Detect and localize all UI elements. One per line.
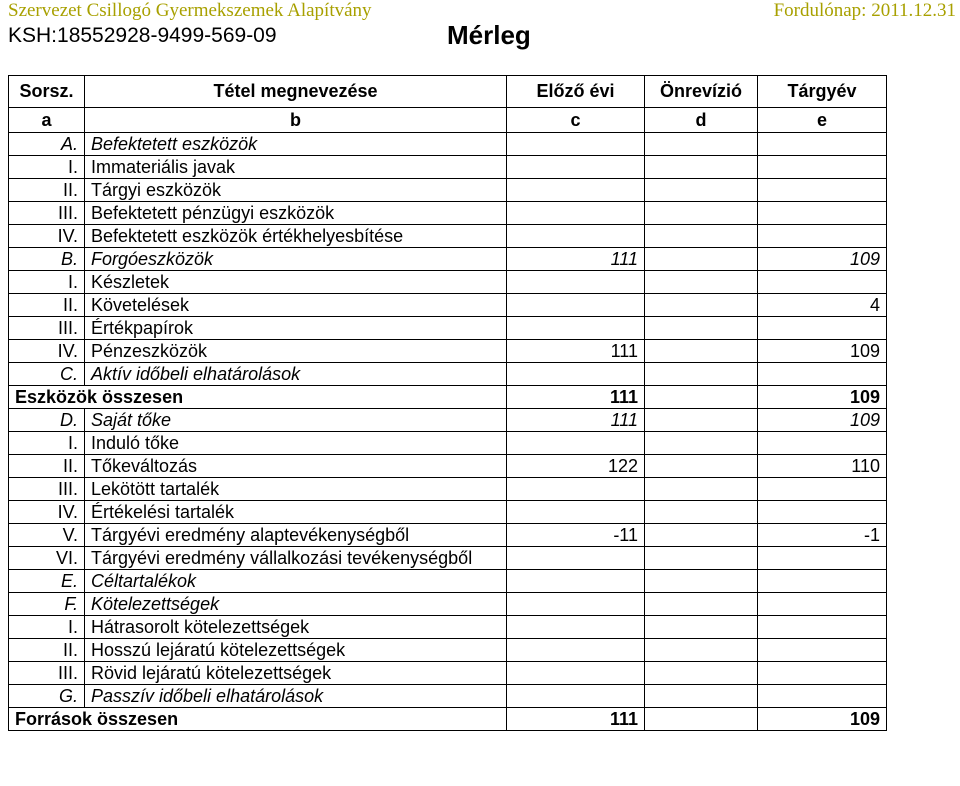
row-sorsz: III. — [9, 317, 85, 340]
row-current-year — [758, 662, 887, 685]
row-sorsz: II. — [9, 294, 85, 317]
row-name: Értékpapírok — [85, 317, 507, 340]
row-previous-year — [507, 501, 645, 524]
row-current-year — [758, 478, 887, 501]
row-name: Befektetett pénzügyi eszközök — [85, 202, 507, 225]
organization-name: Szervezet Csillogó Gyermekszemek Alapítvány — [8, 0, 372, 21]
row-current-year: 109 — [758, 248, 887, 271]
row-sorsz: II. — [9, 179, 85, 202]
table-row — [9, 179, 887, 202]
row-sorsz: D. — [9, 409, 85, 432]
row-current-year: 109 — [758, 409, 887, 432]
row-previous-year — [507, 685, 645, 708]
row-sorsz: II. — [9, 639, 85, 662]
row-previous-year — [507, 478, 645, 501]
table-row — [9, 662, 887, 685]
row-sorsz: III. — [9, 662, 85, 685]
row-name: Induló tőke — [85, 432, 507, 455]
table-row — [9, 225, 887, 248]
row-current-year: -1 — [758, 524, 887, 547]
row-current-year: 110 — [758, 455, 887, 478]
row-name: Immateriális javak — [85, 156, 507, 179]
row-self-revision — [645, 317, 758, 340]
row-name: Befektetett eszközök — [85, 133, 507, 156]
row-previous-year: 111 — [507, 248, 645, 271]
row-sorsz: F. — [9, 593, 85, 616]
column-header-self-revision: Önrevízió — [645, 76, 758, 108]
row-self-revision — [645, 524, 758, 547]
row-name: Aktív időbeli elhatárolások — [85, 363, 507, 386]
column-letter-d: d — [645, 108, 758, 133]
row-name: Tárgyévi eredmény alaptevékenységből — [85, 524, 507, 547]
table-row — [9, 432, 887, 455]
table-row — [9, 639, 887, 662]
row-current-year: 109 — [758, 708, 887, 731]
row-self-revision — [645, 432, 758, 455]
row-previous-year: 111 — [507, 386, 645, 409]
row-current-year — [758, 685, 887, 708]
row-current-year — [758, 317, 887, 340]
row-total-label: Források összesen — [9, 708, 507, 731]
row-previous-year — [507, 294, 645, 317]
row-previous-year — [507, 570, 645, 593]
row-sorsz: I. — [9, 432, 85, 455]
row-sorsz: V. — [9, 524, 85, 547]
row-self-revision — [645, 708, 758, 731]
table-row — [9, 478, 887, 501]
table-row — [9, 156, 887, 179]
column-letter-c: c — [507, 108, 645, 133]
row-previous-year — [507, 593, 645, 616]
row-name: Céltartalékok — [85, 570, 507, 593]
table-row — [9, 271, 887, 294]
table-header-row — [9, 76, 887, 108]
row-previous-year — [507, 432, 645, 455]
row-previous-year: 111 — [507, 409, 645, 432]
row-current-year — [758, 616, 887, 639]
row-self-revision — [645, 501, 758, 524]
row-current-year — [758, 225, 887, 248]
balance-sheet-table — [8, 75, 887, 731]
table-row — [9, 524, 887, 547]
row-name: Saját tőke — [85, 409, 507, 432]
row-self-revision — [645, 271, 758, 294]
ksh-number: KSH:18552928-9499-569-09 — [8, 24, 277, 47]
row-self-revision — [645, 685, 758, 708]
row-previous-year — [507, 179, 645, 202]
row-sorsz: VI. — [9, 547, 85, 570]
row-sorsz: C. — [9, 363, 85, 386]
table-row — [9, 340, 887, 363]
reporting-date: Fordulónap: 2011.12.31 — [773, 0, 956, 21]
row-name: Passzív időbeli elhatárolások — [85, 685, 507, 708]
row-self-revision — [645, 156, 758, 179]
column-letter-e: e — [758, 108, 887, 133]
row-previous-year: 111 — [507, 340, 645, 363]
table-row — [9, 455, 887, 478]
row-self-revision — [645, 225, 758, 248]
row-current-year — [758, 593, 887, 616]
row-previous-year — [507, 547, 645, 570]
column-header-name: Tétel megnevezése — [85, 76, 507, 108]
row-sorsz: IV. — [9, 340, 85, 363]
row-current-year — [758, 570, 887, 593]
row-previous-year: 111 — [507, 708, 645, 731]
row-self-revision — [645, 409, 758, 432]
row-previous-year — [507, 363, 645, 386]
row-name: Hosszú lejáratú kötelezettségek — [85, 639, 507, 662]
row-name: Tőkeváltozás — [85, 455, 507, 478]
row-self-revision — [645, 593, 758, 616]
row-self-revision — [645, 363, 758, 386]
table-row — [9, 501, 887, 524]
table-row — [9, 570, 887, 593]
table-row — [9, 593, 887, 616]
table-row — [9, 202, 887, 225]
row-name: Értékelési tartalék — [85, 501, 507, 524]
column-letter-row — [9, 108, 887, 133]
column-letter-a: a — [9, 108, 85, 133]
row-previous-year — [507, 202, 645, 225]
table-row — [9, 616, 887, 639]
row-current-year — [758, 363, 887, 386]
row-self-revision — [645, 662, 758, 685]
row-name: Készletek — [85, 271, 507, 294]
row-current-year — [758, 179, 887, 202]
row-previous-year — [507, 662, 645, 685]
row-current-year — [758, 639, 887, 662]
row-current-year — [758, 271, 887, 294]
row-current-year — [758, 432, 887, 455]
row-self-revision — [645, 179, 758, 202]
row-self-revision — [645, 386, 758, 409]
row-current-year — [758, 156, 887, 179]
column-header-current-year: Tárgyév — [758, 76, 887, 108]
row-name: Befektetett eszközök értékhelyesbítése — [85, 225, 507, 248]
row-self-revision — [645, 570, 758, 593]
row-name: Tárgyévi eredmény vállalkozási tevékenységből — [85, 547, 507, 570]
row-name: Forgóeszközök — [85, 248, 507, 271]
table-row — [9, 294, 887, 317]
row-current-year — [758, 501, 887, 524]
row-sorsz: G. — [9, 685, 85, 708]
row-current-year: 109 — [758, 386, 887, 409]
row-current-year — [758, 133, 887, 156]
row-self-revision — [645, 133, 758, 156]
row-sorsz: E. — [9, 570, 85, 593]
column-letter-b: b — [85, 108, 507, 133]
row-self-revision — [645, 547, 758, 570]
row-previous-year — [507, 271, 645, 294]
row-self-revision — [645, 478, 758, 501]
row-previous-year — [507, 317, 645, 340]
row-current-year: 109 — [758, 340, 887, 363]
row-sorsz: III. — [9, 202, 85, 225]
row-previous-year: -11 — [507, 524, 645, 547]
row-total-label: Eszközök összesen — [9, 386, 507, 409]
table-row — [9, 133, 887, 156]
column-header-sorsz: Sorsz. — [9, 76, 85, 108]
table-row — [9, 317, 887, 340]
table-row-total — [9, 386, 887, 409]
row-name: Tárgyi eszközök — [85, 179, 507, 202]
page-title: Mérleg — [447, 20, 531, 50]
row-self-revision — [645, 616, 758, 639]
row-self-revision — [645, 248, 758, 271]
row-sorsz: B. — [9, 248, 85, 271]
row-previous-year — [507, 616, 645, 639]
row-name: Pénzeszközök — [85, 340, 507, 363]
table-row-total — [9, 708, 887, 731]
row-sorsz: IV. — [9, 501, 85, 524]
row-previous-year — [507, 133, 645, 156]
row-previous-year — [507, 639, 645, 662]
row-sorsz: IV. — [9, 225, 85, 248]
row-current-year: 4 — [758, 294, 887, 317]
table-row — [9, 409, 887, 432]
row-name: Lekötött tartalék — [85, 478, 507, 501]
row-name: Hátrasorolt kötelezettségek — [85, 616, 507, 639]
row-previous-year: 122 — [507, 455, 645, 478]
table-row — [9, 248, 887, 271]
row-self-revision — [645, 340, 758, 363]
row-sorsz: A. — [9, 133, 85, 156]
row-previous-year — [507, 156, 645, 179]
row-sorsz: I. — [9, 271, 85, 294]
row-self-revision — [645, 639, 758, 662]
row-sorsz: I. — [9, 156, 85, 179]
row-current-year — [758, 202, 887, 225]
row-name: Követelések — [85, 294, 507, 317]
column-header-previous-year: Előző évi — [507, 76, 645, 108]
row-sorsz: I. — [9, 616, 85, 639]
row-current-year — [758, 547, 887, 570]
row-sorsz: II. — [9, 455, 85, 478]
row-self-revision — [645, 294, 758, 317]
row-sorsz: III. — [9, 478, 85, 501]
row-self-revision — [645, 455, 758, 478]
table-row — [9, 363, 887, 386]
row-self-revision — [645, 202, 758, 225]
row-previous-year — [507, 225, 645, 248]
row-name: Kötelezettségek — [85, 593, 507, 616]
table-row — [9, 547, 887, 570]
table-row — [9, 685, 887, 708]
row-name: Rövid lejáratú kötelezettségek — [85, 662, 507, 685]
